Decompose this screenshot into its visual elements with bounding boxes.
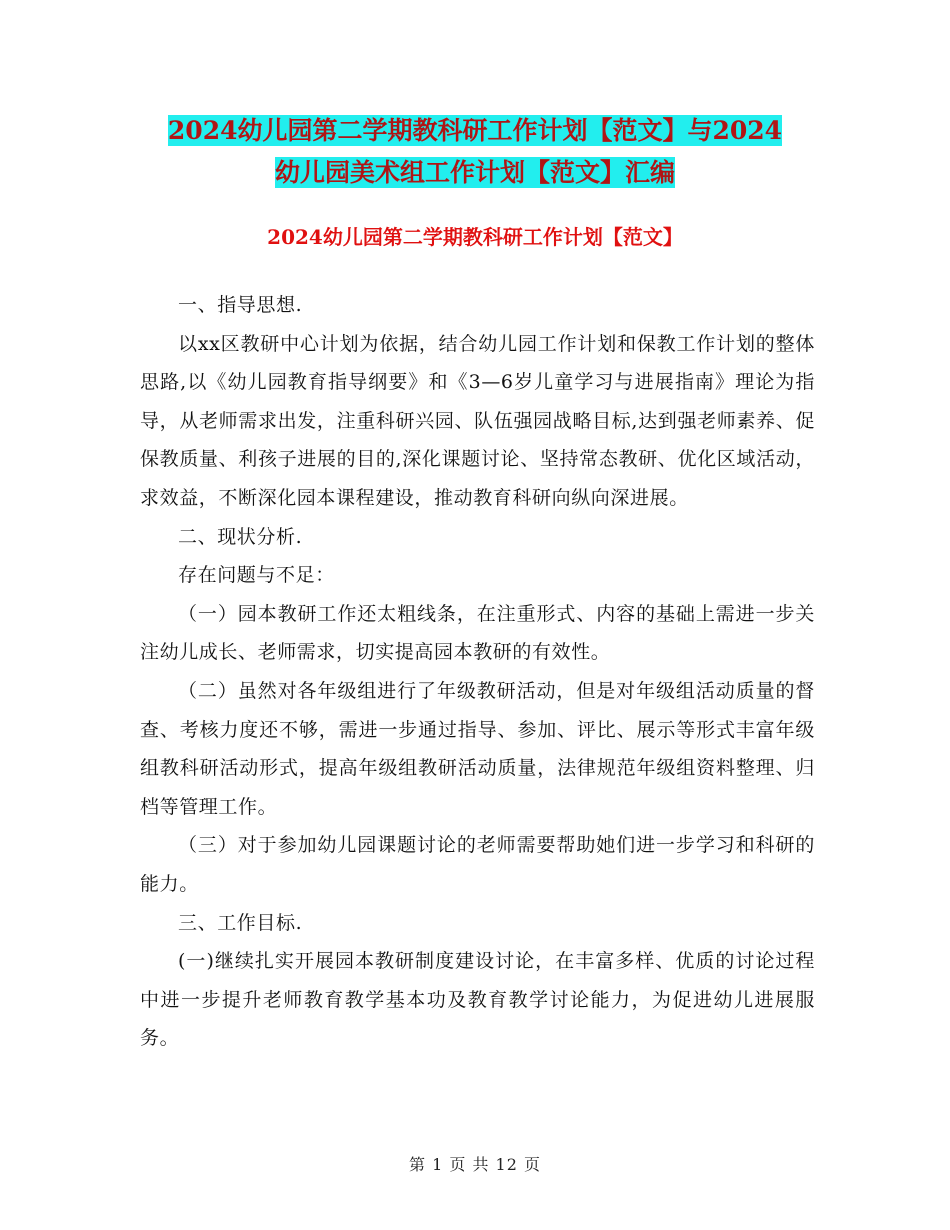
paragraph-guiding-ideology: 以xx区教研中心计划为依据，结合幼儿园工作计划和保教工作计划的整体思路,以《幼儿园教育指导纲要》和《3—6岁儿童学习与进展指南》理论为指导，从老师需求出发，注重科研兴园、队伍强园战略目标,达到强老师素养、促保教质量、利孩子进展的目的,深化课题讨论、坚持常态教研、优化区域活动，求效益，不断深化园本课程建设，推动教育科研向纵向深进展。 bbox=[140, 332, 815, 509]
paragraph-problem-1: （一）园本教研工作还太粗线条，在注重形式、内容的基础上需进一步关注幼儿成长、老师需求，切实提高园本教研的有效性。 bbox=[140, 602, 815, 664]
paragraph-problem-3: （三）对于参加幼儿园课题讨论的老师需要帮助她们进一步学习和科研的能力。 bbox=[140, 834, 815, 895]
document-title-line-2 bbox=[120, 150, 830, 196]
heading-guiding-ideology: 一、指导思想. bbox=[178, 294, 303, 316]
document-title-line-1 bbox=[120, 108, 830, 154]
heading-work-goals: 三、工作目标. bbox=[178, 911, 303, 934]
paragraph-goal-1: (一)继续扎实开展园本教研制度建设讨论，在丰富多样、优质的讨论过程中进一步提升老师教育教学基本功及教育教学讨论能力，为促进幼儿进展服务。 bbox=[140, 950, 815, 1050]
paragraph-problems-intro: 存在问题与不足： bbox=[178, 564, 335, 587]
document-title-line-1-text: 2024幼儿园第二学期教科研工作计划【范文】与2024 bbox=[167, 116, 783, 145]
heading-status-analysis: 二、现状分析. bbox=[178, 525, 303, 548]
document-title-line-2-text: 幼儿园美术组工作计划【范文】汇编 bbox=[274, 158, 675, 187]
paragraph-problem-2: （二）虽然对各年级组进行了年级教研活动，但是对年级组活动质量的督查、考核力度还不够，需进一步通过指导、参加、评比、展示等形式丰富年级组教科研活动形式，提高年级组教研活动质量，法律规范年级组资料整理、归档等管理工作。 bbox=[140, 679, 815, 818]
section-title: 2024幼儿园第二学期教科研工作计划【范文】 bbox=[267, 225, 683, 249]
page-footer: 第 1 页 共 12 页 bbox=[409, 1155, 541, 1174]
document-body bbox=[140, 286, 815, 1058]
